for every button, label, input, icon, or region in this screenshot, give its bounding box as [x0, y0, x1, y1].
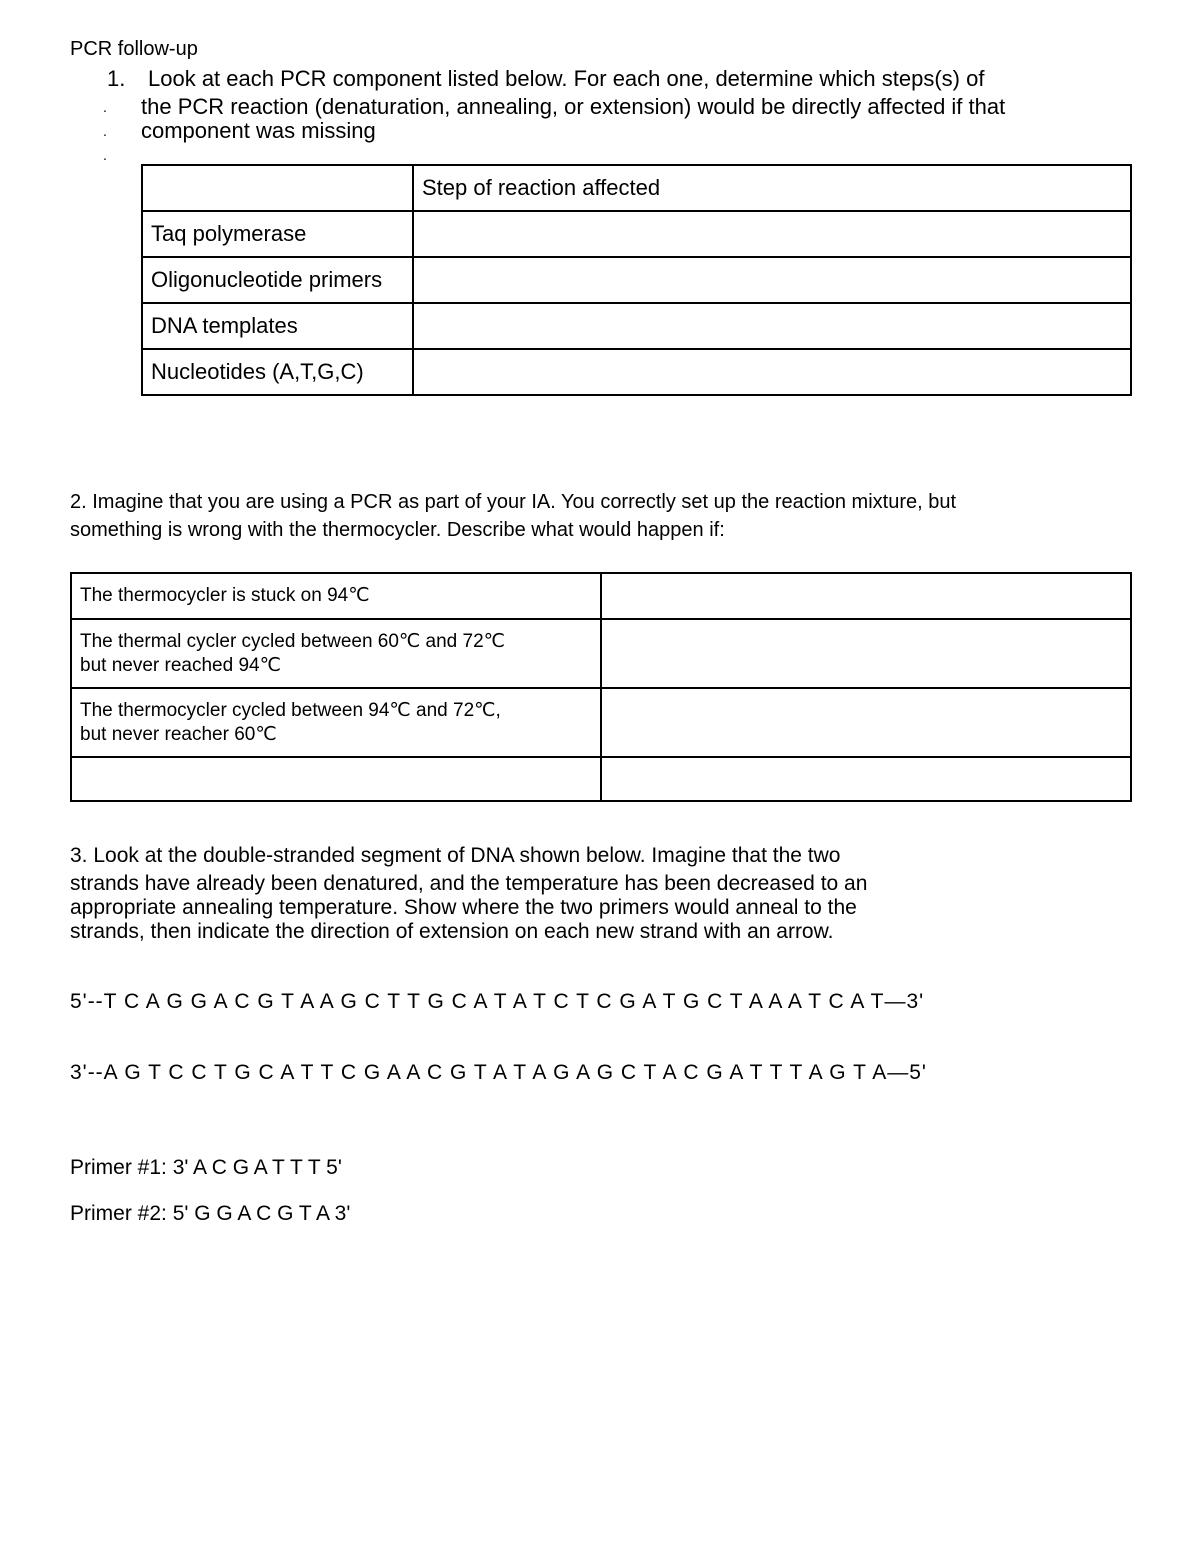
q1-bullet-3: . — [103, 147, 107, 163]
answer-cell — [601, 619, 1131, 688]
table-header-cell: Step of reaction affected — [413, 165, 1131, 211]
component-cell: DNA templates — [142, 303, 413, 349]
primer-2: Primer #2: 5' G G A C G T A 3' — [70, 1202, 351, 1225]
q2-line-1: 2. Imagine that you are using a PCR as part of your IA. You correctly set up the reaction mixture, but — [70, 491, 957, 513]
answer-cell — [413, 211, 1131, 257]
q1-line-2: the PCR reaction (denaturation, annealing, or extension) would be directly affected if that — [141, 94, 1006, 119]
document-title: PCR follow-up — [70, 38, 198, 60]
condition-cell — [71, 573, 601, 619]
table-row — [142, 349, 1131, 395]
table-row — [71, 619, 1131, 688]
condition-line: The thermocycler cycled between 94℃ and 72℃, — [80, 699, 501, 721]
condition-line: but never reached 94℃ — [80, 654, 281, 676]
table-row — [142, 303, 1131, 349]
table-row — [142, 257, 1131, 303]
dna-strand-top: 5'--T C A G G A C G T A A G C T T G C A T A T C T C G A T G C T A A A T C A T—3' — [70, 990, 925, 1013]
thermocycler-table — [70, 572, 1132, 802]
condition-cell — [71, 757, 601, 801]
answer-cell — [601, 688, 1131, 757]
answer-cell — [413, 349, 1131, 395]
condition-line: but never reacher 60℃ — [80, 723, 277, 745]
q1-number: 1. — [107, 66, 126, 91]
component-cell: Oligonucleotide primers — [142, 257, 413, 303]
condition-cell — [71, 688, 601, 757]
q1-line-3: component was missing — [141, 118, 376, 143]
q3-line-3: appropriate annealing temperature. Show where the two primers would anneal to the — [70, 896, 857, 919]
answer-cell — [413, 303, 1131, 349]
table-row — [71, 757, 1131, 801]
q1-bullet-2: . — [103, 123, 107, 139]
component-cell: Taq polymerase — [142, 211, 413, 257]
q1-line-1: Look at each PCR component listed below. For each one, determine which steps(s) of — [148, 66, 985, 91]
table-row — [71, 688, 1131, 757]
components-table — [141, 164, 1132, 396]
dna-strand-bottom: 3'--A G T C C T G C A T T C G A A C G T A T A G A G C T A C G A T T T A G T A—5' — [70, 1061, 927, 1084]
answer-cell — [601, 757, 1131, 801]
q2-line-2: something is wrong with the thermocycler. Describe what would happen if: — [70, 519, 725, 541]
q3-line-1: 3. Look at the double-stranded segment of DNA shown below. Imagine that the two — [70, 844, 841, 867]
table-header-cell — [142, 165, 413, 211]
component-cell: Nucleotides (A,T,G,C) — [142, 349, 413, 395]
primer-1: Primer #1: 3' A C G A T T T 5' — [70, 1156, 342, 1179]
q3-line-2: strands have already been denatured, and the temperature has been decreased to an — [70, 872, 868, 895]
condition-cell — [71, 619, 601, 688]
answer-cell — [413, 257, 1131, 303]
table-row — [71, 573, 1131, 619]
table-row — [142, 165, 1131, 211]
answer-cell — [601, 573, 1131, 619]
condition-line: The thermocycler is stuck on 94℃ — [80, 585, 370, 606]
table-row — [142, 211, 1131, 257]
q1-bullet-1: . — [103, 99, 107, 115]
q3-line-4: strands, then indicate the direction of extension on each new strand with an arrow. — [70, 920, 834, 943]
condition-line: The thermal cycler cycled between 60℃ and 72℃ — [80, 630, 505, 652]
